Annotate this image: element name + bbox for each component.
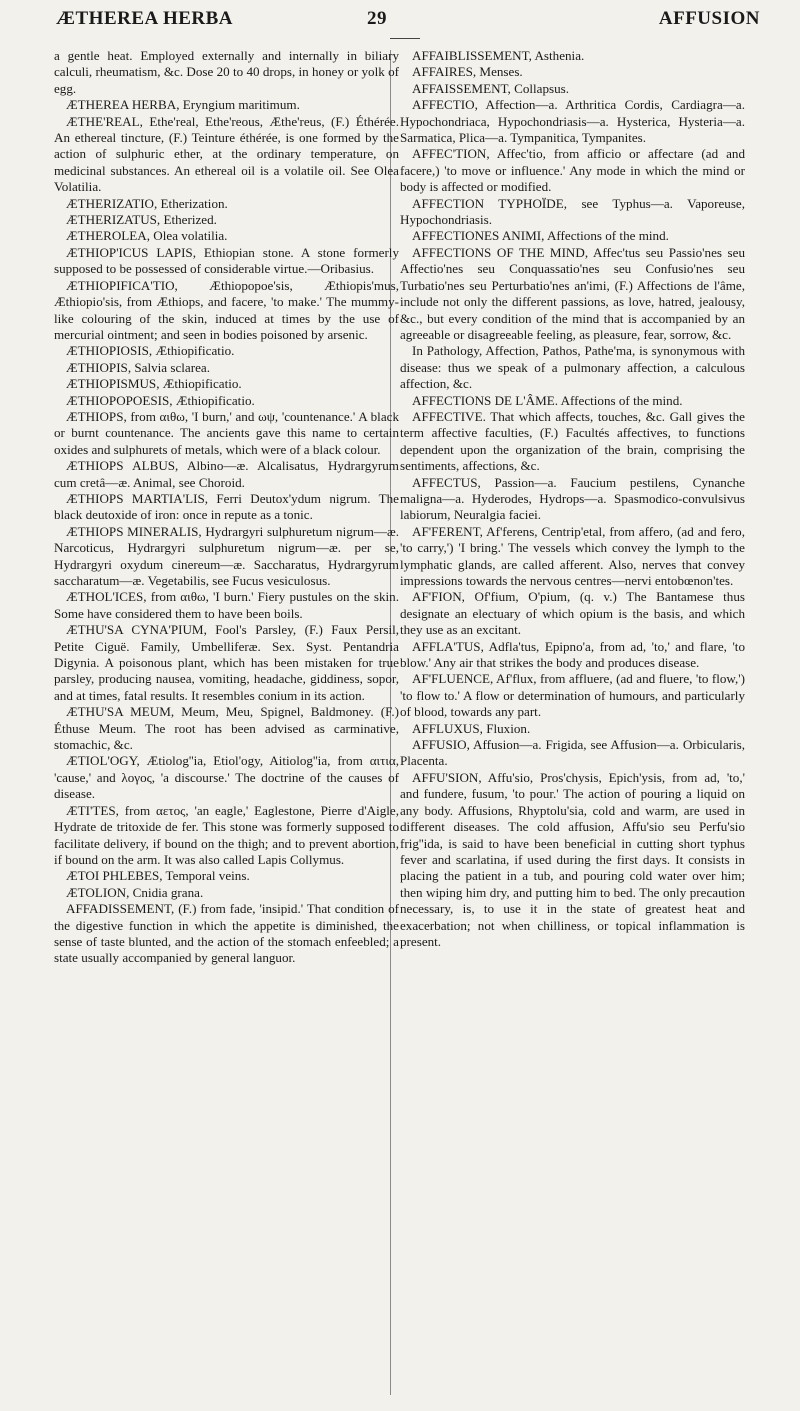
dictionary-entry: ÆTHIOPISMUS, Æthiopificatio. — [66, 376, 242, 392]
running-header — [56, 8, 760, 36]
dictionary-entry: AFFECTIO, Affection—a. Arthritica Cordis, Cardiagra—a. Hypochondriaca, Hypochondriasis—a. Hysterica, Hysteria—a. Sarmatica, Plica—a. Tympanitica, Tympanites. — [400, 97, 745, 146]
right-column — [400, 48, 745, 950]
dictionary-entry: AF'FION, Of'fium, O'pium, (q. v.) The Bantamese thus designate an electuary of which opium is the basis, and which they use as an excitant. — [400, 589, 745, 638]
dictionary-entry: ÆTHIOPIOSIS, Æthiopificatio. — [66, 343, 235, 359]
dictionary-entry: ÆTHERIZATUS, Etherized. — [66, 212, 217, 228]
dictionary-entry: AFFAIBLISSEMENT, Asthenia. — [412, 48, 585, 63]
dictionary-entry: ÆTHIOPOPOESIS, Æthiopificatio. — [66, 392, 255, 408]
dictionary-entry: AF'FLUENCE, Af'flux, from affluere, (ad and fluere, 'to flow,') 'to flow to.' A flow or determination of humours, and particularly of blood, towards any part. — [400, 671, 745, 720]
dictionary-entry: AFFECTIVE. That which affects, touches, &c. Gall gives the term affective faculties, (F.) Facultés affectives, to functions dependent upon the organization of the brain, comprising the sentiments, affections, &c. — [400, 408, 745, 474]
page-number: 29 — [367, 8, 387, 29]
dictionary-entry: AFFECTION TYPHOÏDE, see Typhus—a. Vaporeuse, Hypochondriasis. — [400, 195, 745, 228]
dictionary-entry: ÆTHIOPIS, Salvia sclarea. — [66, 359, 210, 375]
dictionary-entry: ÆTHU'SA MEUM, Meum, Meu, Spignel, Baldmoney. (F.) Éthuse Meum. The root has been advised as carminative, stomachic, &c. — [54, 704, 399, 753]
dictionary-entry: ÆTHOL'ICES, from αιθω, 'I burn.' Fiery pustules on the skin. Some have considered them to have been boils. — [54, 589, 399, 621]
dictionary-entry: ÆTOI PHLEBES, Temporal veins. — [66, 868, 250, 884]
dictionary-entry: AFFECTIONS OF THE MIND, Affec'tus seu Passio'nes seu Affectio'nes seu Conquassatio'nes seu Confusio'nes seu Turbatio'nes seu Perturbatio'nes an'imi, (F.) Affections de l'âme, include not only the different passions, as love, hatred, jealousy, &c., but every condition of the mind that is accompanied by an agreeable or disagreeable feeling, as pleasure, fear, sorrow, &c. — [400, 244, 745, 342]
dictionary-entry: ÆTHERIZATIO, Etherization. — [66, 195, 228, 211]
dictionary-entry: AFFLUXUS, Fluxion. — [412, 720, 531, 736]
left-column — [54, 48, 399, 967]
header-left-term: ÆTHEREA HERBA — [56, 8, 234, 29]
dictionary-entry: ÆTIOL'OGY, Ætiolog''ia, Etiol'ogy, Aitiolog''ia, from αιτια, 'cause,' and λογος, 'a discourse.' The doctrine of the causes of disease. — [54, 753, 399, 802]
dictionary-entry: ÆTHIOPS MARTIA'LIS, Ferri Deutox'ydum nigrum. The black deutoxide of iron: once in repute as a tonic. — [54, 490, 399, 523]
dictionary-entry: AFFECTIONES ANIMI, Affections of the mind. — [412, 228, 669, 244]
header-rule — [390, 38, 420, 39]
dictionary-entry: AFFEC'TION, Affec'tio, from afficio or affectare (ad and facere,) 'to move or influence.' Any mode in which the mind or body is affected or modified. — [400, 146, 745, 195]
dictionary-entry: AFFECTIONS DE L'ÂME. Affections of the mind. — [412, 392, 683, 408]
dictionary-entry: ÆTI'TES, from αετος, 'an eagle,' Eaglestone, Pierre d'Aigle, Hydrate de tritoxide de fer. This stone was formerly supposed to facilitate delivery, if bound on the thigh; and to prevent abortion, if bound on the arm. It was also called Lapis Collymus. — [54, 802, 399, 867]
dictionary-entry: ÆTOLION, Cnidia grana. — [66, 884, 204, 900]
dictionary-entry: AFFECTUS, Passion—a. Faucium pestilens, Cynanche maligna—a. Hyderodes, Hydrops—a. Spasmodico-convulsivus labiorum, Neuralgia faciei. — [400, 474, 745, 523]
dictionary-entry: ÆTHEROLEA, Olea volatilia. — [66, 228, 228, 244]
dictionary-entry: ÆTHU'SA CYNA'PIUM, Fool's Parsley, (F.) Faux Persil, Petite Ciguë. Family, Umbelliferæ. Sex. Syst. Pentandria Digynia. A poisonous plant, which has been mistaken for true parsley, producing nausea, vomiting, headache, giddiness, sopor, and at times, fatal results. It resembles conium in its action. — [54, 622, 399, 703]
dictionary-entry: a gentle heat. Employed externally and internally in biliary calculi, rheumatism, &c. Dose 20 to 40 drops, in honey or yolk of egg. — [54, 48, 399, 96]
dictionary-entry: ÆTHIOPS, from αιθω, 'I burn,' and ωψ, 'countenance.' A black or burnt countenance. The ancients gave this name to certain oxides and sulphurets of metals, which were of a black colour. — [54, 408, 399, 457]
dictionary-entry: ÆTHIOP'ICUS LAPIS, Ethiopian stone. A stone formerly supposed to be possessed of considerable virtue.—Oribasius. — [54, 244, 399, 277]
dictionary-entry: AFFAISSEMENT, Collapsus. — [412, 80, 570, 96]
dictionary-entry: AFFLA'TUS, Adfla'tus, Epipno'a, from ad, 'to,' and flare, 'to blow.' Any air that strikes the body and produces disease. — [400, 638, 745, 671]
dictionary-entry: AFFADISSEMENT, (F.) from fade, 'insipid.' That condition of the digestive function in which the appetite is diminished, the sense of taste blunted, and the action of the stomach enfeebled; a state usually accompanied by general languor. — [54, 901, 399, 966]
dictionary-entry: In Pathology, Affection, Pathos, Pathe'ma, is synonymous with disease: thus we speak of a pulmonary affection, a calculous affection, &c. — [400, 343, 745, 392]
dictionary-entry: AFFUSIO, Affusion—a. Frigida, see Affusion—a. Orbicularis, Placenta. — [400, 737, 745, 769]
dictionary-entry: ÆTHIOPS ALBUS, Albino—æ. Alcalisatus, Hydrargyrum cum cretâ—æ. Animal, see Choroid. — [54, 458, 399, 490]
header-right-term: AFFUSION — [658, 8, 760, 29]
dictionary-entry: AF'FERENT, Af'ferens, Centrip'etal, from affero, (ad and fero, 'to carry,') 'I bring.' The vessels which convey the lymph to the lymphatic glands, are called afferent. Also, nerves that convey impressions towards the nervous centres—nervi entobœnon'tes. — [400, 523, 745, 588]
dictionary-entry: AFFU'SION, Affu'sio, Pros'chysis, Epich'ysis, from ad, 'to,' and fundere, fusum, 'to pour.' The action of pouring a liquid on any body. Affusions, Rhyptolu'sia, cold and warm, are used in different diseases. The cold affusion, Affu'sio seu Perfu'sio frig''ida, is said to have been beneficial in cutting short typhus fever and scarlatina, if used during the first days. It consists in placing the patient in a tub, and pouring cold water over him; then wiping him dry, and putting him to bed. The only precaution necessary, is, to use it in the state of greatest heat and exacerbation; not when chilliness, or topical inflammation is present. — [400, 769, 745, 949]
dictionary-entry: ÆTHEREA HERBA, Eryngium maritimum. — [66, 97, 300, 113]
dictionary-entry: AFFAIRES, Menses. — [412, 64, 523, 80]
dictionary-entry: ÆTHIOPIFICA'TIO, Æthiopopoe'sis, Æthiopis'mus, Æthiopio'sis, from Æthiops, and facere, 'to make.' The mummy-like colouring of the skin, induced at times by the use of mercurial ointment; and seen in bodies poisoned by arsenic. — [54, 277, 399, 342]
dictionary-entry: ÆTHE'REAL, Ethe'real, Ethe'reous, Æthe'reus, (F.) Éthérée. An ethereal tincture, (F.) Teinture éthérée, is one formed by the action of sulphuric ether, at the ordinary temperature, on medicinal substances. An ethereal oil is a volatile oil. See Olea Volatilia. — [54, 113, 399, 195]
dictionary-entry: ÆTHIOPS MINERALIS, Hydrargyri sulphuretum nigrum—æ. Narcoticus, Hydrargyri sulphuretum nigrum—æ. per se, Hydrargyri oxydum cinereum—æ. Saccharatus, Hydrargyrum saccharatum—æ. Vegetabilis, see Fucus vesiculosus. — [54, 523, 399, 588]
